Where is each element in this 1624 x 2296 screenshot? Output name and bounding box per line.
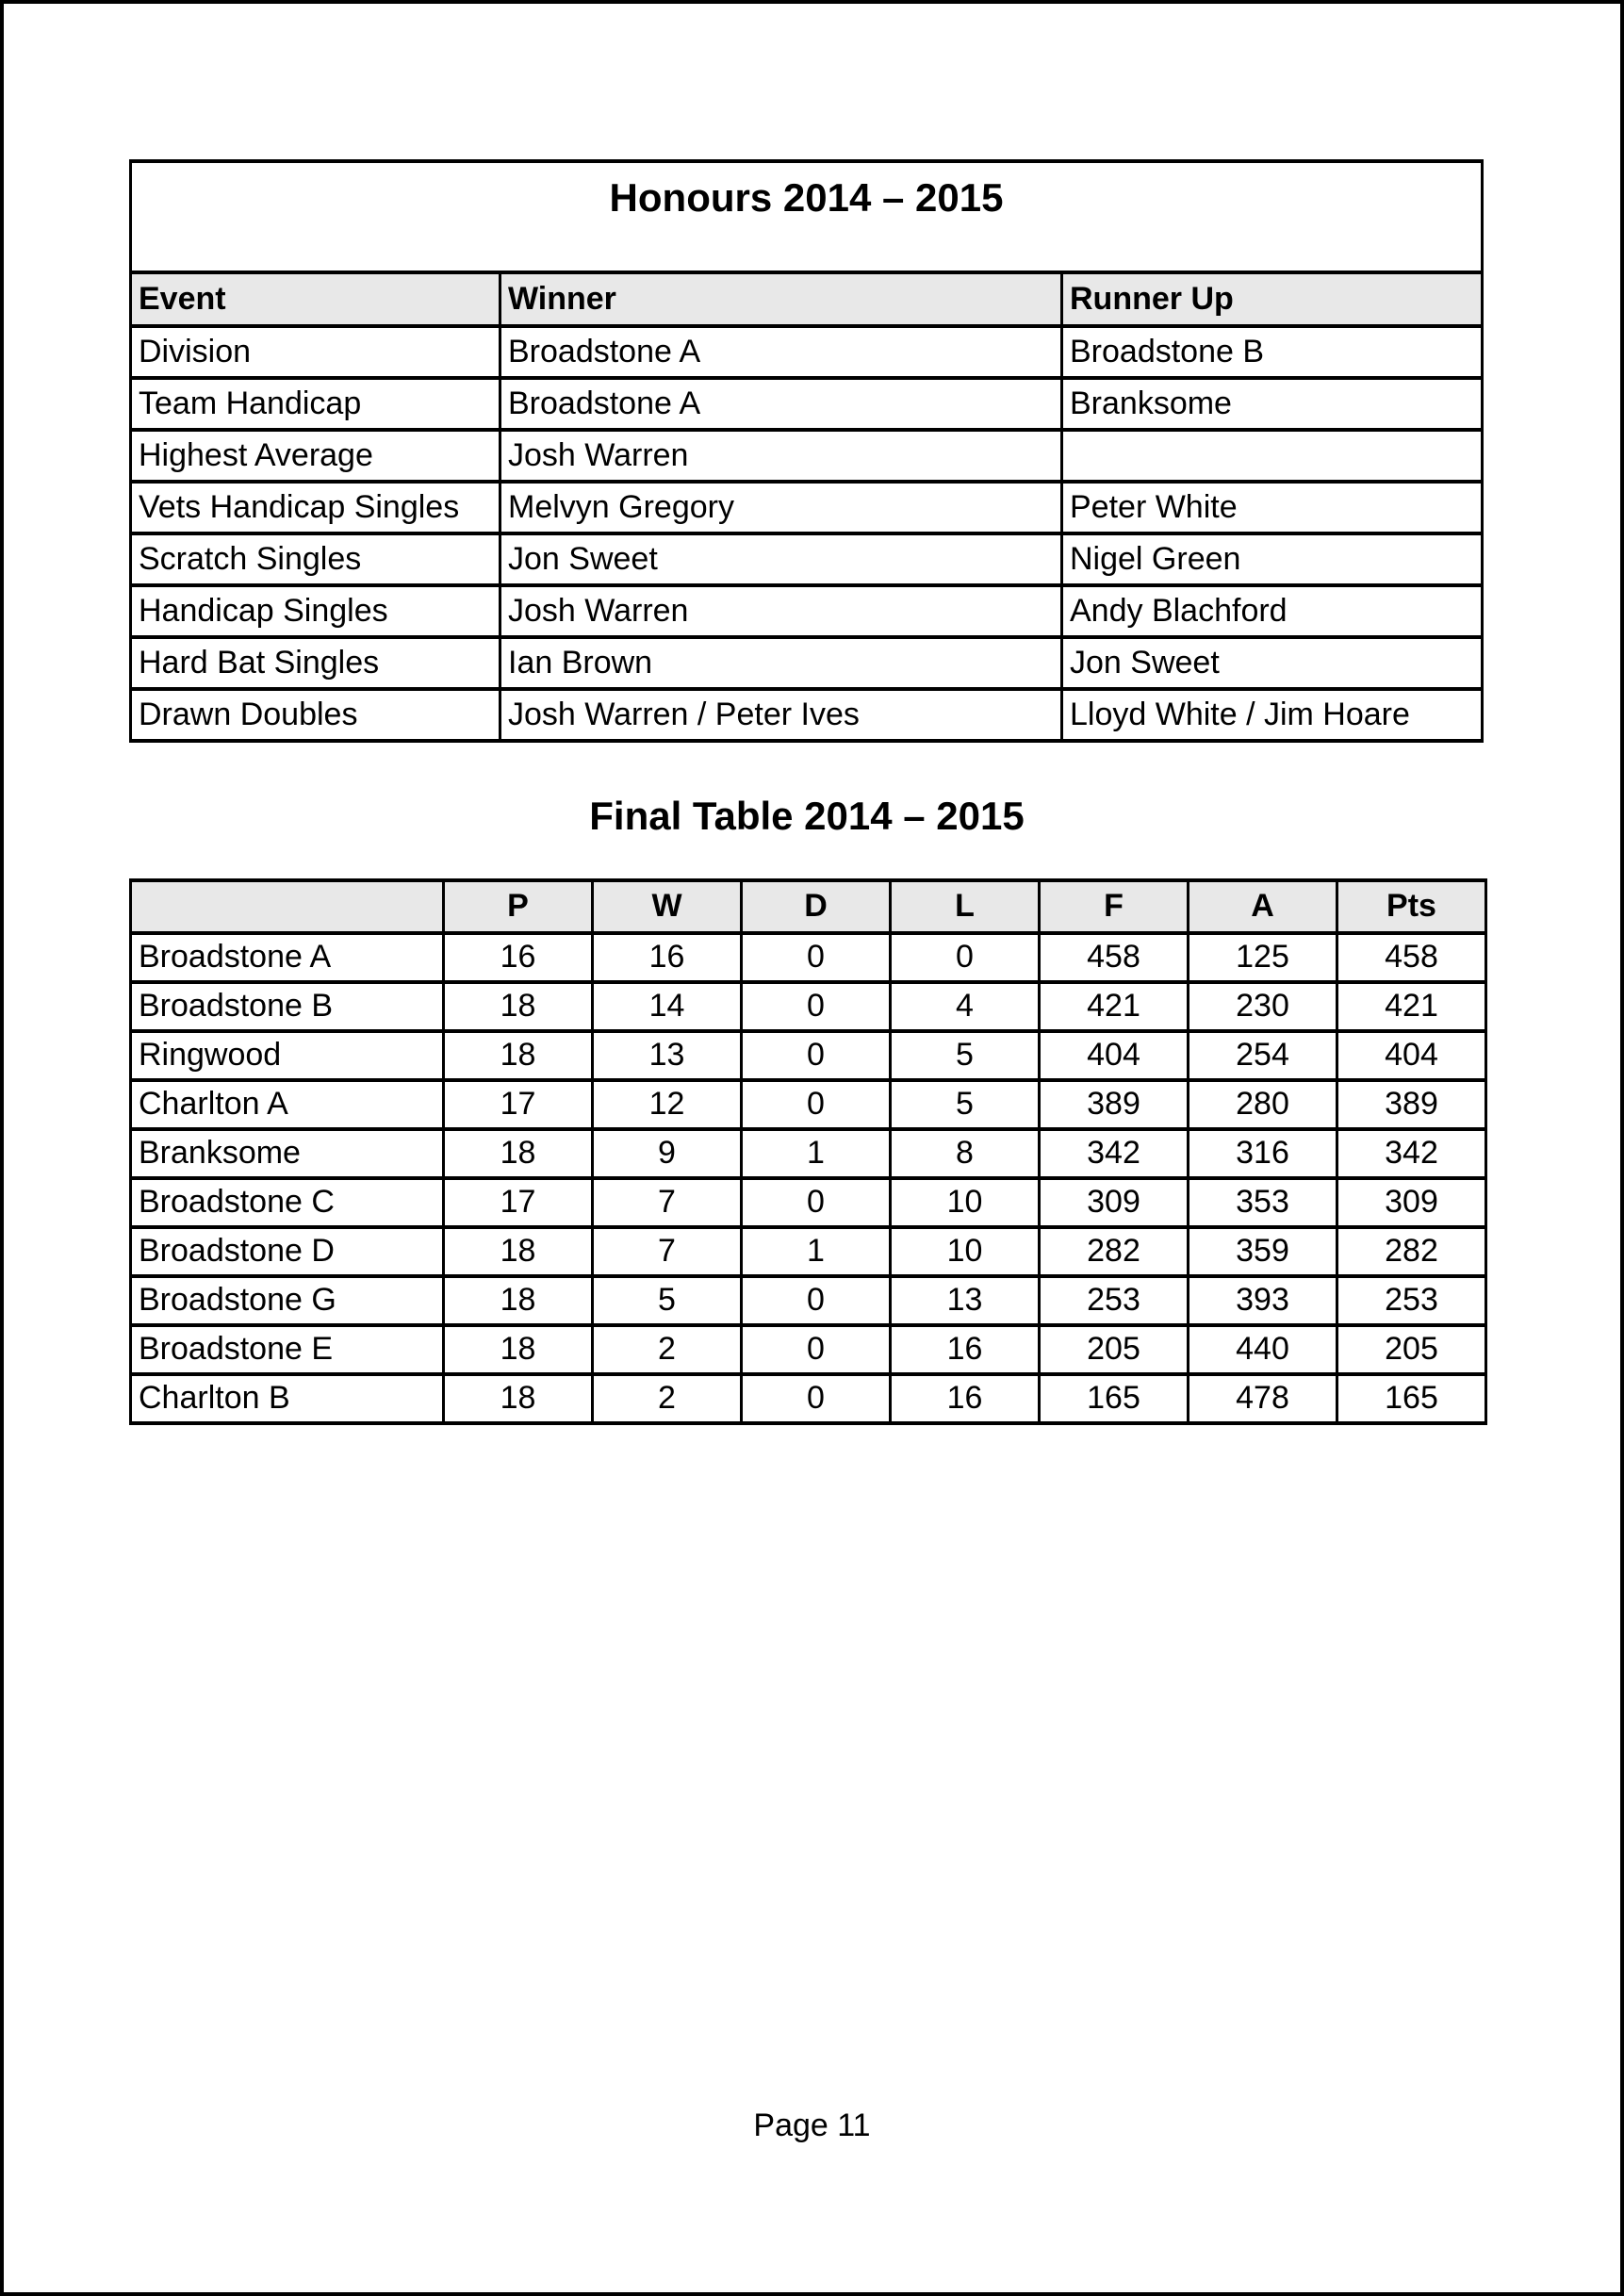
lost-cell: 4 — [891, 982, 1040, 1031]
drawn-cell: 0 — [742, 1276, 891, 1325]
won-cell: 2 — [593, 1374, 742, 1423]
points-cell: 421 — [1337, 982, 1486, 1031]
drawn-cell: 0 — [742, 1178, 891, 1227]
lost-cell: 16 — [891, 1325, 1040, 1374]
points-cell: 205 — [1337, 1325, 1486, 1374]
played-cell: 17 — [444, 1178, 593, 1227]
for-cell: 404 — [1040, 1031, 1189, 1080]
final-header-lost: L — [891, 880, 1040, 933]
final-table-row — [131, 1129, 1486, 1178]
against-cell: 440 — [1189, 1325, 1337, 1374]
runner-up-cell: Branksome — [1062, 378, 1483, 430]
final-table-row — [131, 933, 1486, 982]
honours-row — [131, 585, 1483, 637]
winner-cell: Josh Warren — [500, 430, 1062, 482]
honours-row — [131, 378, 1483, 430]
won-cell: 2 — [593, 1325, 742, 1374]
final-header-team — [131, 880, 444, 933]
winner-cell: Melvyn Gregory — [500, 482, 1062, 533]
team-cell: Broadstone A — [131, 933, 444, 982]
team-cell: Broadstone B — [131, 982, 444, 1031]
event-cell: Division — [131, 326, 500, 378]
team-cell: Charlton A — [131, 1080, 444, 1129]
played-cell: 18 — [444, 1129, 593, 1178]
against-cell: 280 — [1189, 1080, 1337, 1129]
points-cell: 165 — [1337, 1374, 1486, 1423]
page-number: Page 11 — [753, 2107, 871, 2143]
runner-up-cell: Broadstone B — [1062, 326, 1483, 378]
team-cell: Broadstone E — [131, 1325, 444, 1374]
final-table — [129, 878, 1487, 1425]
honours-row — [131, 482, 1483, 533]
team-cell: Ringwood — [131, 1031, 444, 1080]
for-cell: 165 — [1040, 1374, 1189, 1423]
lost-cell: 5 — [891, 1080, 1040, 1129]
drawn-cell: 0 — [742, 1031, 891, 1080]
points-cell: 389 — [1337, 1080, 1486, 1129]
event-cell: Handicap Singles — [131, 585, 500, 637]
against-cell: 254 — [1189, 1031, 1337, 1080]
points-cell: 282 — [1337, 1227, 1486, 1276]
won-cell: 14 — [593, 982, 742, 1031]
against-cell: 230 — [1189, 982, 1337, 1031]
lost-cell: 16 — [891, 1374, 1040, 1423]
final-header-won: W — [593, 880, 742, 933]
lost-cell: 10 — [891, 1227, 1040, 1276]
points-cell: 342 — [1337, 1129, 1486, 1178]
winner-cell: Ian Brown — [500, 637, 1062, 689]
final-table-row — [131, 1276, 1486, 1325]
played-cell: 18 — [444, 1227, 593, 1276]
honours-table — [129, 159, 1484, 743]
event-cell: Scratch Singles — [131, 533, 500, 585]
final-table-title: Final Table 2014 – 2015 — [589, 794, 1025, 838]
against-cell: 478 — [1189, 1374, 1337, 1423]
winner-cell: Jon Sweet — [500, 533, 1062, 585]
winner-cell: Josh Warren / Peter Ives — [500, 689, 1062, 741]
runner-up-cell: Jon Sweet — [1062, 637, 1483, 689]
team-cell: Branksome — [131, 1129, 444, 1178]
for-cell: 205 — [1040, 1325, 1189, 1374]
runner-up-cell: Peter White — [1062, 482, 1483, 533]
won-cell: 16 — [593, 933, 742, 982]
honours-row — [131, 689, 1483, 741]
honours-row — [131, 637, 1483, 689]
team-cell: Broadstone G — [131, 1276, 444, 1325]
played-cell: 18 — [444, 1031, 593, 1080]
honours-header-row — [131, 272, 1483, 326]
lost-cell: 0 — [891, 933, 1040, 982]
won-cell: 7 — [593, 1178, 742, 1227]
final-header-points: Pts — [1337, 880, 1486, 933]
final-table-row — [131, 1178, 1486, 1227]
for-cell: 389 — [1040, 1080, 1189, 1129]
honours-header-event: Event — [131, 272, 500, 326]
final-table-row — [131, 1374, 1486, 1423]
final-header-against: A — [1189, 880, 1337, 933]
honours-title: Honours 2014 – 2015 — [131, 161, 1483, 272]
event-cell: Drawn Doubles — [131, 689, 500, 741]
against-cell: 125 — [1189, 933, 1337, 982]
honours-title-row — [131, 161, 1483, 272]
winner-cell: Josh Warren — [500, 585, 1062, 637]
runner-up-cell: Nigel Green — [1062, 533, 1483, 585]
honours-row — [131, 430, 1483, 482]
drawn-cell: 0 — [742, 1374, 891, 1423]
final-table-row — [131, 1325, 1486, 1374]
points-cell: 253 — [1337, 1276, 1486, 1325]
drawn-cell: 0 — [742, 982, 891, 1031]
for-cell: 458 — [1040, 933, 1189, 982]
lost-cell: 8 — [891, 1129, 1040, 1178]
for-cell: 421 — [1040, 982, 1189, 1031]
final-table-row — [131, 1080, 1486, 1129]
drawn-cell: 1 — [742, 1227, 891, 1276]
team-cell: Charlton B — [131, 1374, 444, 1423]
against-cell: 353 — [1189, 1178, 1337, 1227]
won-cell: 9 — [593, 1129, 742, 1178]
won-cell: 12 — [593, 1080, 742, 1129]
runner-up-cell — [1062, 430, 1483, 482]
won-cell: 13 — [593, 1031, 742, 1080]
points-cell: 404 — [1337, 1031, 1486, 1080]
honours-row — [131, 326, 1483, 378]
played-cell: 16 — [444, 933, 593, 982]
runner-up-cell: Andy Blachford — [1062, 585, 1483, 637]
team-cell: Broadstone C — [131, 1178, 444, 1227]
event-cell: Hard Bat Singles — [131, 637, 500, 689]
lost-cell: 5 — [891, 1031, 1040, 1080]
honours-header-winner: Winner — [500, 272, 1062, 326]
final-table-row — [131, 1227, 1486, 1276]
played-cell: 18 — [444, 1276, 593, 1325]
drawn-cell: 0 — [742, 933, 891, 982]
honours-row — [131, 533, 1483, 585]
played-cell: 18 — [444, 1374, 593, 1423]
for-cell: 309 — [1040, 1178, 1189, 1227]
lost-cell: 13 — [891, 1276, 1040, 1325]
points-cell: 309 — [1337, 1178, 1486, 1227]
against-cell: 316 — [1189, 1129, 1337, 1178]
honours-header-runner-up: Runner Up — [1062, 272, 1483, 326]
drawn-cell: 0 — [742, 1080, 891, 1129]
winner-cell: Broadstone A — [500, 326, 1062, 378]
final-table-row — [131, 1031, 1486, 1080]
final-header-for: F — [1040, 880, 1189, 933]
for-cell: 342 — [1040, 1129, 1189, 1178]
points-cell: 458 — [1337, 933, 1486, 982]
for-cell: 253 — [1040, 1276, 1189, 1325]
drawn-cell: 0 — [742, 1325, 891, 1374]
won-cell: 5 — [593, 1276, 742, 1325]
played-cell: 18 — [444, 1325, 593, 1374]
event-cell: Team Handicap — [131, 378, 500, 430]
played-cell: 17 — [444, 1080, 593, 1129]
for-cell: 282 — [1040, 1227, 1189, 1276]
winner-cell: Broadstone A — [500, 378, 1062, 430]
played-cell: 18 — [444, 982, 593, 1031]
event-cell: Highest Average — [131, 430, 500, 482]
lost-cell: 10 — [891, 1178, 1040, 1227]
final-header-played: P — [444, 880, 593, 933]
final-table-header-row — [131, 880, 1486, 933]
team-cell: Broadstone D — [131, 1227, 444, 1276]
drawn-cell: 1 — [742, 1129, 891, 1178]
runner-up-cell: Lloyd White / Jim Hoare — [1062, 689, 1483, 741]
final-header-drawn: D — [742, 880, 891, 933]
final-table-row — [131, 982, 1486, 1031]
event-cell: Vets Handicap Singles — [131, 482, 500, 533]
against-cell: 393 — [1189, 1276, 1337, 1325]
won-cell: 7 — [593, 1227, 742, 1276]
against-cell: 359 — [1189, 1227, 1337, 1276]
